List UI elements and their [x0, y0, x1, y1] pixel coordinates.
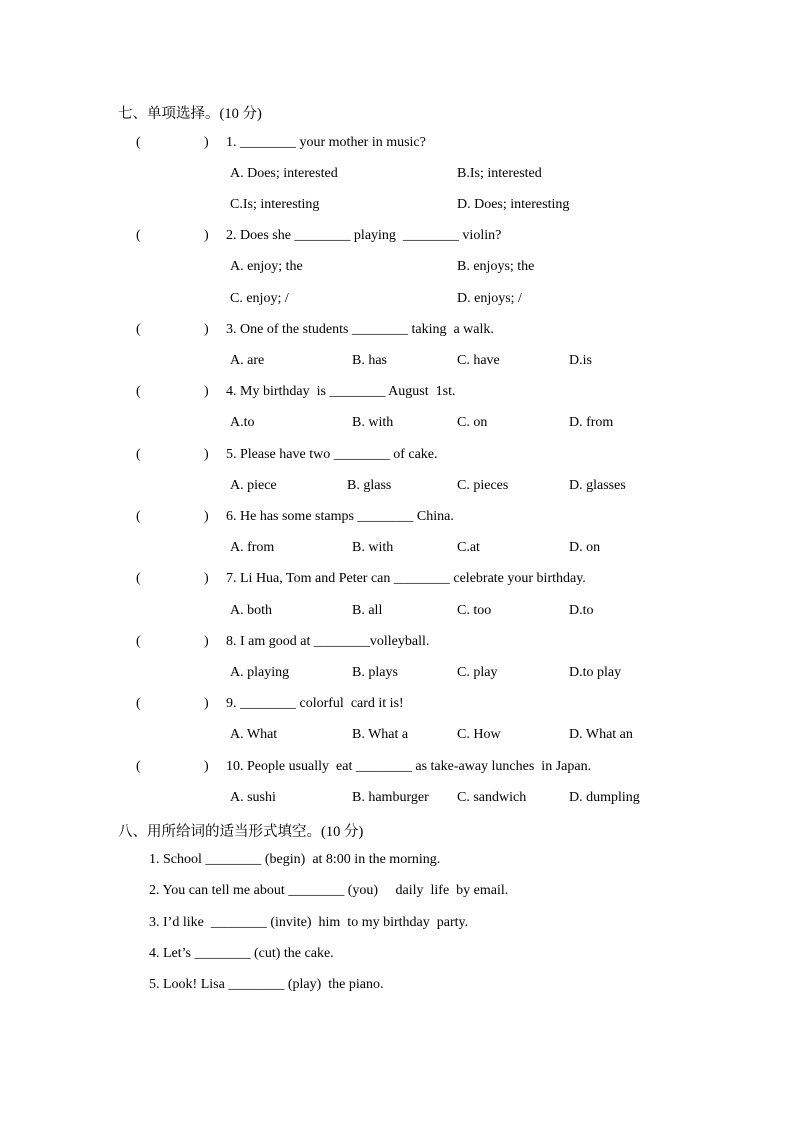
option-b: B. with — [352, 540, 394, 555]
answer-paren-close: ) — [204, 634, 209, 649]
option-a: A. piece — [230, 478, 277, 493]
option-b: B. has — [352, 353, 387, 368]
answer-paren-open: ( — [136, 571, 141, 586]
answer-paren-open: ( — [136, 135, 141, 150]
question-9 — [0, 696, 794, 716]
question-8-options — [0, 665, 794, 685]
question-1-options-row-2 — [0, 197, 794, 217]
option-b: B. glass — [347, 478, 392, 493]
fill-in-item-1: 1. School ________ (begin) at 8:00 in the morning. — [149, 852, 441, 867]
question-2-options-row-2 — [0, 291, 794, 311]
question-3 — [0, 322, 794, 342]
option-a: A. What — [230, 727, 278, 742]
answer-paren-close: ) — [204, 322, 209, 337]
option-b: B. plays — [352, 665, 398, 680]
option-c: C.Is; interesting — [230, 197, 320, 212]
option-c: C. enjoy; / — [230, 291, 289, 306]
question-1-options-row-1 — [0, 166, 794, 186]
option-a: A. both — [230, 603, 272, 618]
option-d: D.to play — [569, 665, 622, 680]
option-d: D. from — [569, 415, 614, 430]
answer-paren-close: ) — [204, 135, 209, 150]
question-stem: 8. I am good at ________volleyball. — [226, 634, 430, 649]
option-b: B. enjoys; the — [457, 259, 535, 274]
fill-in-item-2: 2. You can tell me about ________ (you) daily life by email. — [149, 883, 509, 898]
question-stem: 9. ________ colorful card it is! — [226, 696, 404, 711]
question-stem: 6. He has some stamps ________ China. — [226, 509, 454, 524]
option-c: C. on — [457, 415, 488, 430]
question-stem: 2. Does she ________ playing ________ violin? — [226, 228, 502, 243]
option-d: D. What an — [569, 727, 633, 742]
option-c: C.at — [457, 540, 480, 555]
question-4-options — [0, 415, 794, 435]
answer-paren-close: ) — [204, 696, 209, 711]
question-7-options — [0, 603, 794, 623]
option-d: D. on — [569, 540, 601, 555]
question-4 — [0, 384, 794, 404]
answer-paren-open: ( — [136, 447, 141, 462]
option-b: B. What a — [352, 727, 409, 742]
question-stem: 7. Li Hua, Tom and Peter can ________ celebrate your birthday. — [226, 571, 586, 586]
option-d: D. dumpling — [569, 790, 640, 805]
question-stem: 4. My birthday is ________ August 1st. — [226, 384, 456, 399]
answer-paren-open: ( — [136, 228, 141, 243]
option-d: D.is — [569, 353, 592, 368]
option-a: A. Does; interested — [230, 166, 338, 181]
question-9-options — [0, 727, 794, 747]
question-5-options — [0, 478, 794, 498]
answer-paren-open: ( — [136, 759, 141, 774]
question-6 — [0, 509, 794, 529]
option-b: B. hamburger — [352, 790, 429, 805]
answer-paren-open: ( — [136, 696, 141, 711]
question-stem: 3. One of the students ________ taking a walk. — [226, 322, 494, 337]
option-c: C. How — [457, 727, 501, 742]
question-stem: 10. People usually eat ________ as take-away lunches in Japan. — [226, 759, 592, 774]
option-d: D. enjoys; / — [457, 291, 522, 306]
option-b: B.Is; interested — [457, 166, 542, 181]
answer-paren-open: ( — [136, 634, 141, 649]
question-7 — [0, 571, 794, 591]
option-c: C. play — [457, 665, 498, 680]
option-a: A. enjoy; the — [230, 259, 303, 274]
answer-paren-close: ) — [204, 571, 209, 586]
option-a: A. playing — [230, 665, 290, 680]
question-3-options — [0, 353, 794, 373]
answer-paren-open: ( — [136, 384, 141, 399]
option-a: A.to — [230, 415, 255, 430]
question-stem: 1. ________ your mother in music? — [226, 135, 426, 150]
option-c: C. sandwich — [457, 790, 527, 805]
option-c: C. too — [457, 603, 492, 618]
answer-paren-open: ( — [136, 322, 141, 337]
option-a: A. are — [230, 353, 265, 368]
question-2 — [0, 228, 794, 248]
option-d: D. Does; interesting — [457, 197, 570, 212]
answer-paren-open: ( — [136, 509, 141, 524]
question-1 — [0, 135, 794, 155]
answer-paren-close: ) — [204, 228, 209, 243]
option-a: A. sushi — [230, 790, 276, 805]
option-c: C. pieces — [457, 478, 509, 493]
fill-in-item-5: 5. Look! Lisa ________ (play) the piano. — [149, 977, 384, 992]
question-10 — [0, 759, 794, 779]
option-b: B. with — [352, 415, 394, 430]
question-5 — [0, 447, 794, 467]
question-8 — [0, 634, 794, 654]
option-d: D. glasses — [569, 478, 626, 493]
question-6-options — [0, 540, 794, 560]
fill-in-item-3: 3. I’d like ________ (invite) him to my birthday party. — [149, 915, 469, 930]
option-b: B. all — [352, 603, 383, 618]
question-2-options-row-1 — [0, 259, 794, 279]
option-d: D.to — [569, 603, 594, 618]
option-a: A. from — [230, 540, 275, 555]
answer-paren-close: ) — [204, 447, 209, 462]
question-stem: 5. Please have two ________ of cake. — [226, 447, 438, 462]
answer-paren-close: ) — [204, 384, 209, 399]
section-7-title: 七、单项选择。(10 分) — [118, 106, 262, 122]
section-8-title: 八、用所给词的适当形式填空。(10 分) — [118, 824, 364, 840]
answer-paren-close: ) — [204, 759, 209, 774]
answer-paren-close: ) — [204, 509, 209, 524]
option-c: C. have — [457, 353, 500, 368]
question-10-options — [0, 790, 794, 810]
fill-in-item-4: 4. Let’s ________ (cut) the cake. — [149, 946, 334, 961]
